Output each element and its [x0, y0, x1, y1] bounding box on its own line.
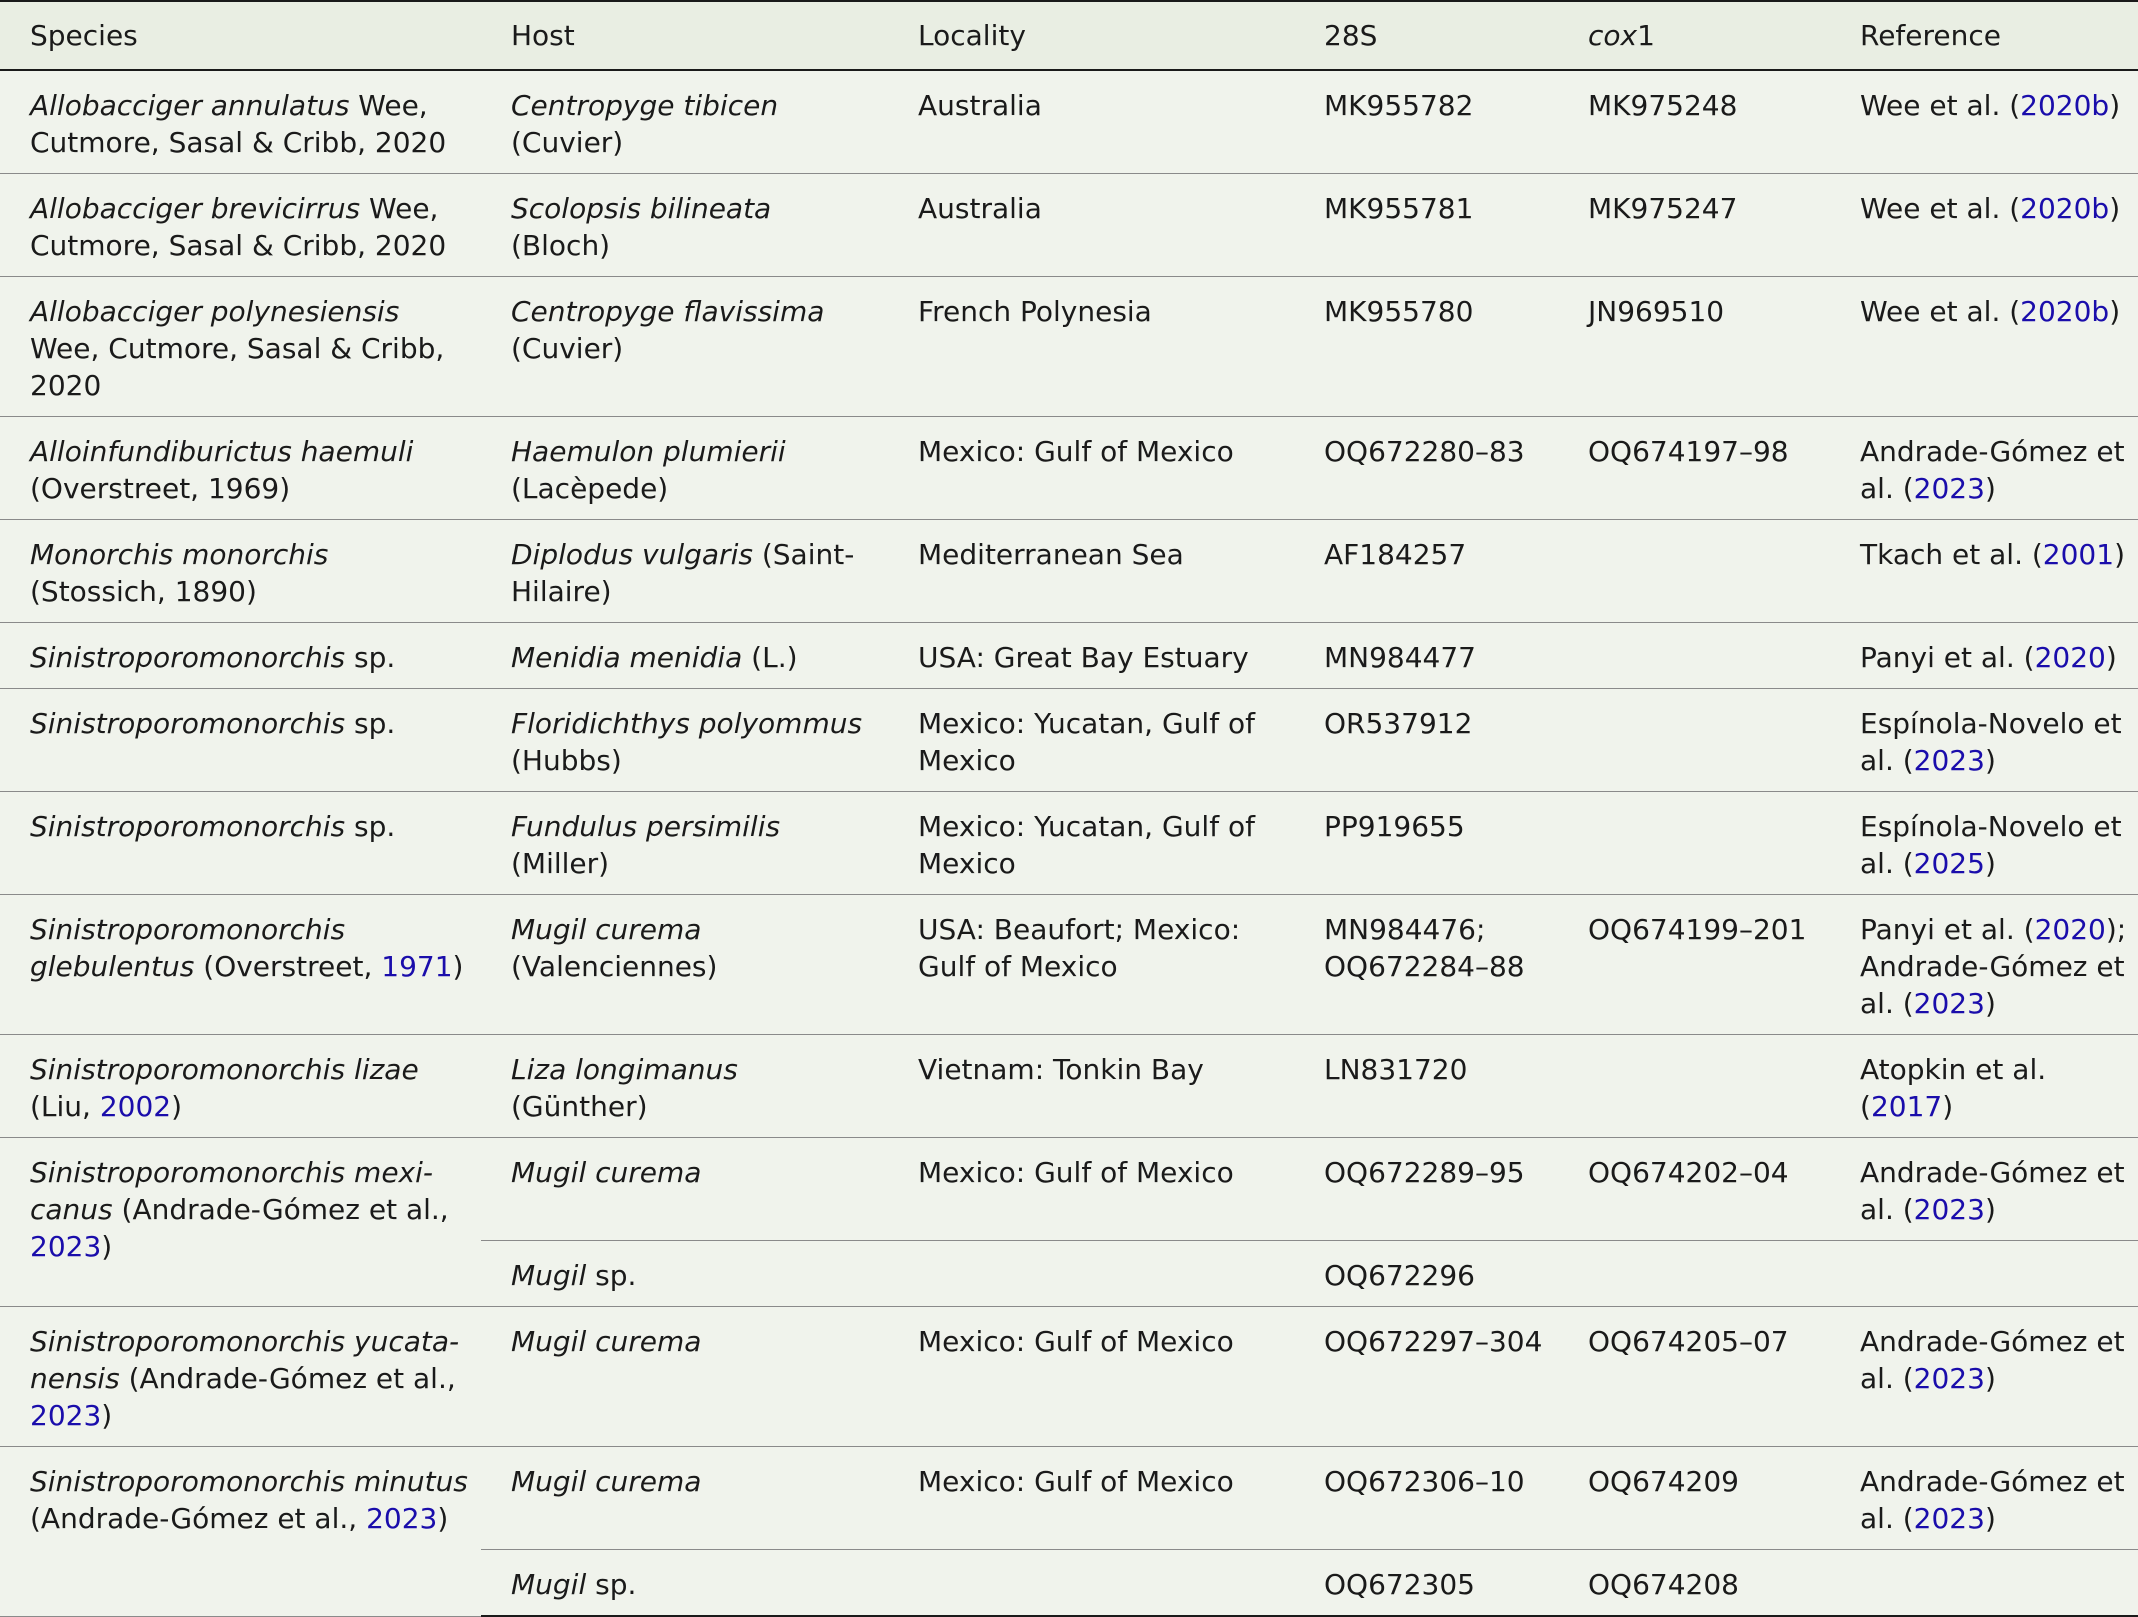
- species-year-link[interactable]: 2023: [366, 1502, 438, 1535]
- host-authority: (Cuvier): [511, 332, 624, 365]
- reference-close: ): [1984, 847, 1996, 880]
- cox1-cell: [1558, 792, 1830, 895]
- reference-close: ): [2109, 295, 2121, 328]
- table-row: [0, 623, 2138, 689]
- species-close: ): [101, 1399, 113, 1432]
- s28-cell: [1294, 895, 1558, 1035]
- host-authority: (Saint-Hilaire): [511, 538, 855, 608]
- host-cell: [481, 895, 888, 1035]
- host-cell: [481, 174, 888, 277]
- species-cell: [0, 1307, 481, 1447]
- species-close: ): [171, 1090, 183, 1123]
- species-name: Sinistroporomonorchis: [30, 707, 346, 740]
- s28-cell: OQ672296: [1294, 1241, 1558, 1307]
- locality-cell: Australia: [888, 70, 1294, 174]
- host-name: Haemulon plumierii: [511, 435, 786, 468]
- host-name: Centropyge tibicen: [511, 89, 779, 122]
- s28-cell: PP919655: [1294, 792, 1558, 895]
- reference-text: Andrade-Gómez et al. (: [1860, 1465, 2125, 1535]
- reference-close: ): [1984, 1502, 1996, 1535]
- species-name: Allobacciger annulatus: [30, 89, 350, 122]
- host-authority: (Günther): [511, 1090, 648, 1123]
- reference-link[interactable]: 2023: [1913, 1193, 1985, 1226]
- locality-cell: Mexico: Gulf of Mexico: [888, 1447, 1294, 1550]
- host-name: Mugil curema: [511, 1465, 702, 1498]
- species-cell: [0, 70, 481, 174]
- species-authority: (Andrade-Gómez et al.,: [119, 1362, 456, 1395]
- reference-cell: [1830, 895, 2138, 1035]
- species-name: Sinistroporomonorchis glebulentus: [30, 913, 346, 983]
- table-row: [0, 895, 2138, 1035]
- species-name: Sinistroporomonorchis: [30, 641, 346, 674]
- species-authority: (Andrade-Gómez et al.,: [30, 1502, 367, 1535]
- species-authority: (Stossich, 1890): [30, 575, 257, 608]
- header-28s: 28S: [1294, 1, 1558, 70]
- reference-close: ): [1984, 472, 1996, 505]
- species-close: ): [452, 950, 464, 983]
- host-cell: [481, 1035, 888, 1138]
- reference-text: Wee et al. (: [1860, 89, 2021, 122]
- reference-cell: [1830, 1035, 2138, 1138]
- cox1-cell: OQ674202–04: [1558, 1138, 1830, 1241]
- host-authority: (Bloch): [511, 229, 611, 262]
- reference-link[interactable]: 2023: [1913, 472, 1985, 505]
- species-cell: [0, 174, 481, 277]
- reference-cell: [1830, 792, 2138, 895]
- species-cell: [0, 417, 481, 520]
- species-cell: [0, 792, 481, 895]
- reference-cell: [1830, 174, 2138, 277]
- header-host: Host: [481, 1, 888, 70]
- species-year-link[interactable]: 2002: [99, 1090, 172, 1123]
- host-cell: [481, 1447, 888, 1550]
- cox1-cell: [1558, 520, 1830, 623]
- host-authority: (Hubbs): [511, 744, 622, 777]
- s28-accession: OQ672284–88: [1324, 950, 1525, 983]
- host-authority: (Valenciennes): [511, 950, 718, 983]
- reference-close: ): [1984, 744, 1996, 777]
- host-cell: [481, 520, 888, 623]
- host-authority: (Miller): [511, 847, 610, 880]
- table-row: [0, 174, 2138, 277]
- reference-cell: [1830, 1138, 2138, 1241]
- reference-text: Andrade-Gómez et al. (: [1860, 435, 2125, 505]
- locality-cell: USA: Great Bay Estuary: [888, 623, 1294, 689]
- header-cox1-num: 1: [1637, 19, 1655, 52]
- cox1-cell: OQ674208: [1558, 1550, 1830, 1617]
- reference-text: Tkach et al. (: [1860, 538, 2043, 571]
- s28-cell: MK955781: [1294, 174, 1558, 277]
- table-row: [0, 1447, 2138, 1550]
- s28-cell: OQ672306–10: [1294, 1447, 1558, 1550]
- table-row: [0, 792, 2138, 895]
- locality-cell: Mexico: Yucatan, Gulf of Mexico: [888, 689, 1294, 792]
- locality-cell: Mexico: Gulf of Mexico: [888, 1307, 1294, 1447]
- cox1-cell: MK975247: [1558, 174, 1830, 277]
- cox1-cell: [1558, 623, 1830, 689]
- species-year-link[interactable]: 1971: [381, 950, 453, 983]
- reference-text: Panyi et al. (: [1860, 913, 2035, 946]
- species-year-link[interactable]: 2023: [30, 1399, 102, 1432]
- host-authority: sp.: [586, 1259, 637, 1292]
- s28-cell: OR537912: [1294, 689, 1558, 792]
- reference-cell: [1830, 520, 2138, 623]
- host-cell: [481, 417, 888, 520]
- reference-close: ): [1942, 1090, 1954, 1123]
- species-name: Allobacciger polynesiensis: [30, 295, 400, 328]
- s28-cell: MK955782: [1294, 70, 1558, 174]
- s28-cell: OQ672297–304: [1294, 1307, 1558, 1447]
- cox1-cell: [1558, 1241, 1830, 1307]
- host-name: Floridichthys polyommus: [511, 707, 863, 740]
- reference-cell: [1830, 1447, 2138, 1550]
- reference-cell: [1830, 1550, 2138, 1617]
- table-row: [0, 70, 2138, 174]
- species-cell: [0, 277, 481, 417]
- cox1-cell: OQ674209: [1558, 1447, 1830, 1550]
- reference-link[interactable]: 2017: [1870, 1090, 1943, 1123]
- reference-cell: [1830, 1307, 2138, 1447]
- reference-text: Espínola-Novelo et al. (: [1860, 707, 2122, 777]
- species-cell: [0, 1138, 481, 1307]
- species-authority: sp.: [345, 641, 396, 674]
- reference-cell: [1830, 277, 2138, 417]
- species-cell: [0, 895, 481, 1035]
- reference-cell: [1830, 1241, 2138, 1307]
- reference-cell: [1830, 623, 2138, 689]
- locality-cell: [888, 1550, 1294, 1617]
- species-authority: Wee, Cutmore, Sasal & Cribb, 2020: [30, 332, 445, 402]
- reference-link[interactable]: 2023: [1913, 987, 1985, 1020]
- header-species: Species: [0, 1, 481, 70]
- reference-close: ): [1984, 987, 1996, 1020]
- species-name: Sinistroporomonorchis mexi-canus: [30, 1156, 433, 1226]
- species-authority: (Liu,: [30, 1090, 100, 1123]
- host-name: Scolopsis bilineata: [511, 192, 772, 225]
- species-cell: [0, 689, 481, 792]
- reference-text: Andrade-Gómez et al. (: [1860, 950, 2125, 1020]
- s28-cell: MN984477: [1294, 623, 1558, 689]
- s28-cell: AF184257: [1294, 520, 1558, 623]
- reference-text: Andrade-Gómez et al. (: [1860, 1325, 2125, 1395]
- header-reference: Reference: [1830, 1, 2138, 70]
- reference-close: ): [2105, 641, 2117, 674]
- cox1-cell: OQ674205–07: [1558, 1307, 1830, 1447]
- species-name: Sinistroporomonorchis: [30, 810, 346, 843]
- reference-text: Andrade-Gómez et al. (: [1860, 1156, 2125, 1226]
- host-cell: [481, 1241, 888, 1307]
- reference-link[interactable]: 2020b: [2020, 89, 2110, 122]
- locality-cell: Australia: [888, 174, 1294, 277]
- reference-link[interactable]: 2023: [1913, 1362, 1985, 1395]
- reference-link[interactable]: 2020: [2034, 641, 2106, 674]
- s28-cell: MK955780: [1294, 277, 1558, 417]
- host-authority: (Lacèpede): [511, 472, 669, 505]
- species-authority: Wee, Cutmore, Sasal & Cribb, 2020: [30, 89, 447, 159]
- locality-cell: Mexico: Gulf of Mexico: [888, 417, 1294, 520]
- reference-text: Wee et al. (: [1860, 192, 2021, 225]
- reference-close: ): [2109, 89, 2121, 122]
- host-cell: [481, 1550, 888, 1617]
- host-cell: [481, 277, 888, 417]
- table-body: [0, 70, 2138, 1616]
- cox1-cell: JN969510: [1558, 277, 1830, 417]
- host-cell: [481, 70, 888, 174]
- s28-accession: MN984476;: [1324, 913, 1486, 946]
- host-name: Mugil curema: [511, 1156, 702, 1189]
- reference-close: ): [1984, 1362, 1996, 1395]
- header-cox1: [1558, 1, 1830, 70]
- host-name: Centropyge flavissima: [511, 295, 825, 328]
- table-row: [0, 1138, 2138, 1241]
- host-authority: sp.: [586, 1568, 637, 1601]
- reference-link[interactable]: 2020b: [2020, 192, 2110, 225]
- host-name: Liza longimanus: [511, 1053, 738, 1086]
- species-cell: [0, 1447, 481, 1617]
- header-cox1-italic: cox: [1588, 19, 1638, 52]
- s28-cell: OQ672305: [1294, 1550, 1558, 1617]
- species-name: Sinistroporomonorchis yucata-nensis: [30, 1325, 460, 1395]
- host-cell: [481, 689, 888, 792]
- reference-link[interactable]: 2020b: [2020, 295, 2110, 328]
- cox1-cell: [1558, 689, 1830, 792]
- locality-cell: Vietnam: Tonkin Bay: [888, 1035, 1294, 1138]
- table-header: [0, 1, 2138, 70]
- host-cell: [481, 792, 888, 895]
- s28-cell: OQ672280–83: [1294, 417, 1558, 520]
- host-name: Mugil: [511, 1568, 587, 1601]
- reference-cell: [1830, 417, 2138, 520]
- reference-close: ): [1984, 1193, 1996, 1226]
- reference-close: ): [2109, 192, 2121, 225]
- species-authority: Wee, Cutmore, Sasal & Cribb, 2020: [30, 192, 447, 262]
- species-name: Sinistroporomonorchis minutus: [30, 1465, 468, 1498]
- species-authority: (Overstreet,: [194, 950, 382, 983]
- cox1-cell: OQ674197–98: [1558, 417, 1830, 520]
- locality-cell: French Polynesia: [888, 277, 1294, 417]
- species-name: Alloinfundiburictus haemuli: [30, 435, 414, 468]
- reference-cell: [1830, 70, 2138, 174]
- table-row: [0, 520, 2138, 623]
- host-name: Mugil curema: [511, 913, 702, 946]
- host-cell: [481, 1138, 888, 1241]
- host-authority: (L.): [742, 641, 798, 674]
- header-locality: Locality: [888, 1, 1294, 70]
- locality-cell: [888, 1241, 1294, 1307]
- locality-cell: Mexico: Gulf of Mexico: [888, 1138, 1294, 1241]
- reference-close: ): [2114, 538, 2125, 571]
- species-authority: (Andrade-Gómez et al.,: [112, 1193, 449, 1226]
- host-name: Fundulus persimilis: [511, 810, 781, 843]
- reference-link[interactable]: 2001: [2042, 538, 2115, 571]
- cox1-cell: MK975248: [1558, 70, 1830, 174]
- reference-text: Wee et al. (: [1860, 295, 2021, 328]
- table-row: [0, 1307, 2138, 1447]
- species-name: Sinistroporomonorchis lizae: [30, 1053, 419, 1086]
- host-authority: (Cuvier): [511, 126, 624, 159]
- species-name: Allobacciger brevicirrus: [30, 192, 361, 225]
- locality-cell: Mexico: Yucatan, Gulf of Mexico: [888, 792, 1294, 895]
- reference-link[interactable]: 2025: [1913, 847, 1985, 880]
- s28-cell: OQ672289–95: [1294, 1138, 1558, 1241]
- s28-cell: LN831720: [1294, 1035, 1558, 1138]
- species-close: ): [101, 1230, 113, 1263]
- species-name: Monorchis monorchis: [30, 538, 329, 571]
- locality-cell: USA: Beaufort; Mexico: Gulf of Mexico: [888, 895, 1294, 1035]
- species-close: ): [437, 1502, 449, 1535]
- host-name: Menidia menidia: [511, 641, 743, 674]
- host-cell: [481, 1307, 888, 1447]
- reference-text: Espínola-Novelo et al. (: [1860, 810, 2122, 880]
- species-cell: [0, 520, 481, 623]
- species-authority: sp.: [345, 707, 396, 740]
- table-row: [0, 1035, 2138, 1138]
- species-authority: sp.: [345, 810, 396, 843]
- locality-cell: Mediterranean Sea: [888, 520, 1294, 623]
- table-row: [0, 417, 2138, 520]
- reference-link[interactable]: 2023: [1913, 1502, 1985, 1535]
- table-row: [0, 277, 2138, 417]
- reference-text: Atopkin et al. (: [1860, 1053, 2047, 1123]
- species-cell: [0, 1035, 481, 1138]
- reference-close: );: [2105, 913, 2127, 946]
- cox1-cell: OQ674199–201: [1558, 895, 1830, 1035]
- reference-link[interactable]: 2023: [1913, 744, 1985, 777]
- reference-cell: [1830, 689, 2138, 792]
- table-row: [0, 689, 2138, 792]
- host-name: Diplodus vulgaris: [511, 538, 753, 571]
- host-cell: [481, 623, 888, 689]
- species-year-link[interactable]: 2023: [30, 1230, 102, 1263]
- reference-text: Panyi et al. (: [1860, 641, 2035, 674]
- species-authority: (Overstreet, 1969): [30, 472, 291, 505]
- host-name: Mugil curema: [511, 1325, 702, 1358]
- header-row: [0, 1, 2138, 70]
- host-name: Mugil: [511, 1259, 587, 1292]
- reference-link[interactable]: 2020: [2034, 913, 2106, 946]
- cox1-cell: [1558, 1035, 1830, 1138]
- species-cell: [0, 623, 481, 689]
